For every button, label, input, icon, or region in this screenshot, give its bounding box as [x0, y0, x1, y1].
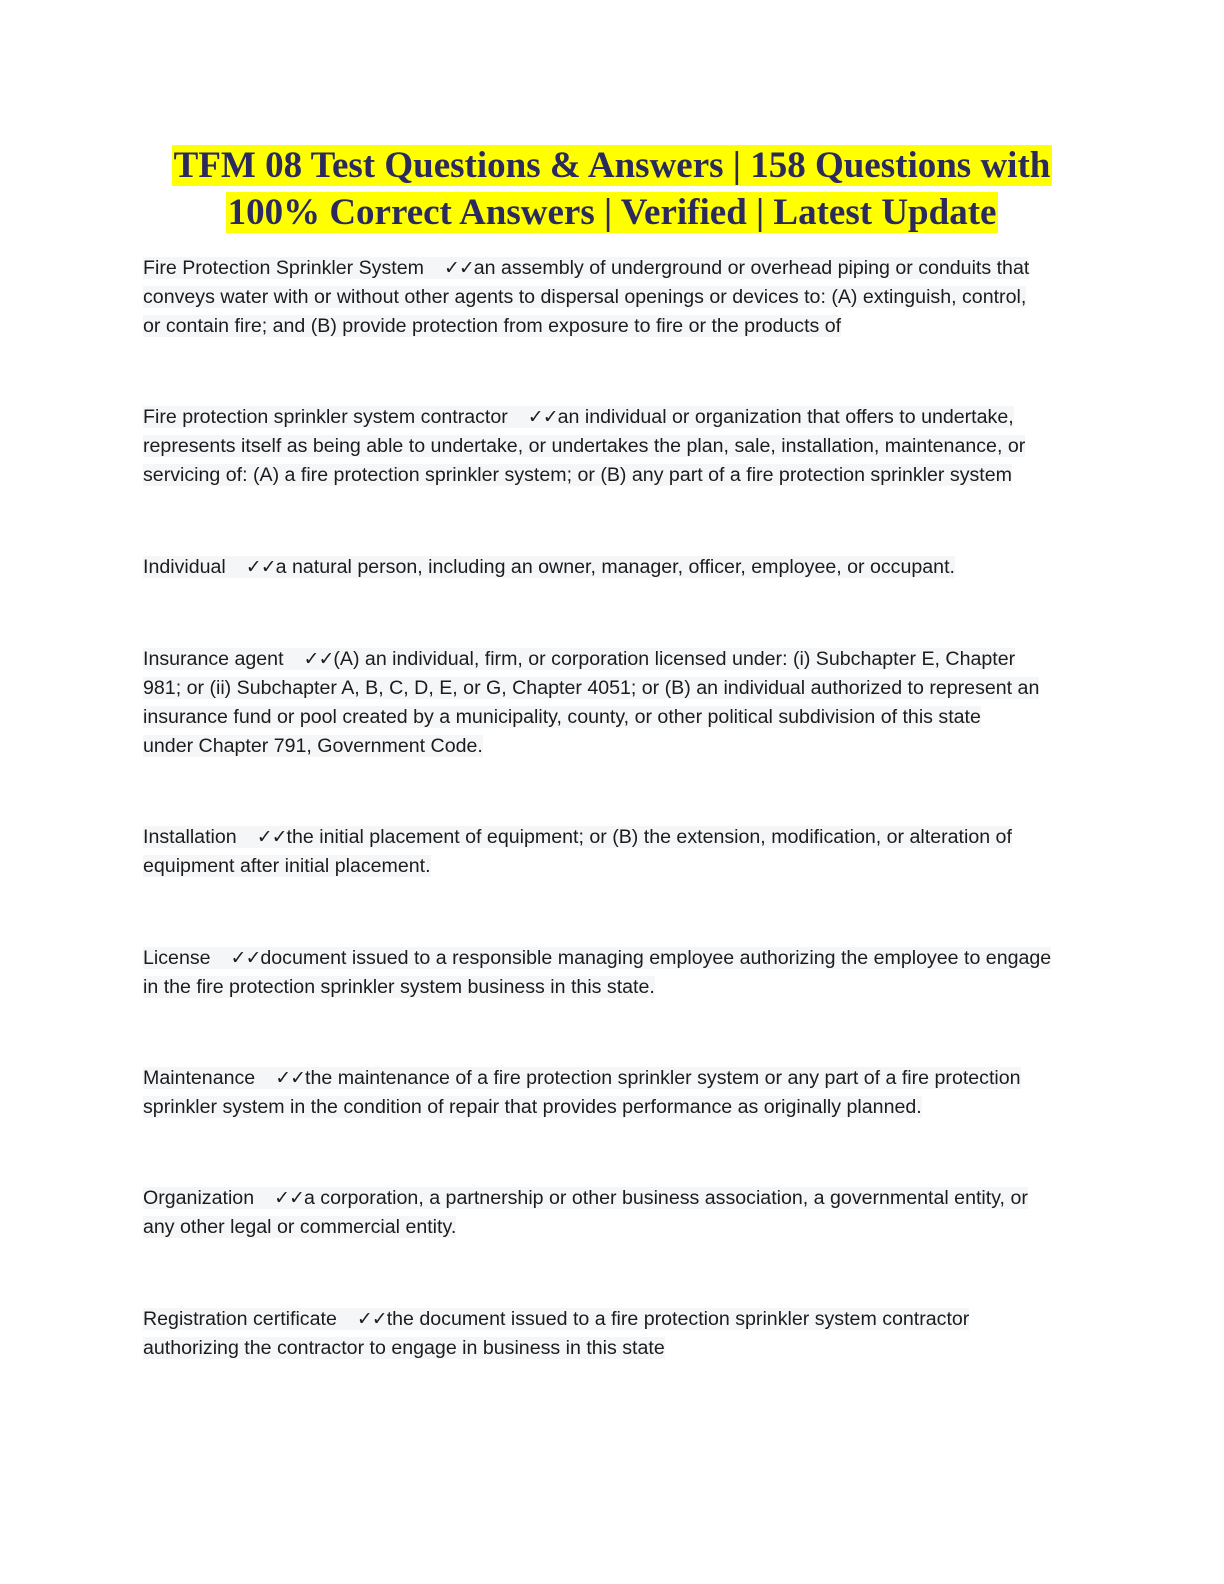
check-icon: ✓✓ — [356, 1308, 387, 1330]
qa-entry-insurance-agent — [143, 645, 1083, 761]
entry-answer-line: an individual or organization that offers to undertake, — [557, 406, 1014, 428]
entry-answer-line: 981; or (ii) Subchapter A, B, C, D, E, or G, Chapter 4051; or (B) an individual authorized to represent an — [143, 677, 1040, 699]
qa-entry-registration-certificate — [143, 1305, 1083, 1363]
entry-term: Individual — [143, 556, 226, 578]
qa-entry-maintenance — [143, 1064, 1083, 1122]
entry-answer-line: servicing of: (A) a fire protection sprinkler system; or (B) any part of a fire protection sprinkler system — [143, 464, 1012, 486]
entry-answer-line: authorizing the contractor to engage in business in this state — [143, 1337, 665, 1359]
check-icon: ✓✓ — [274, 1187, 304, 1209]
entry-term: License — [143, 947, 211, 969]
entry-term: Fire Protection Sprinkler System — [143, 257, 424, 279]
check-icon: ✓✓ — [303, 648, 334, 670]
entry-answer-line: or contain fire; and (B) provide protection from exposure to fire or the products of — [143, 315, 842, 337]
entry-answer-line: under Chapter 791, Government Code. — [143, 735, 483, 757]
check-icon: ✓✓ — [275, 1067, 306, 1089]
entry-term: Organization — [143, 1187, 255, 1209]
qa-entry-organization — [143, 1184, 1083, 1242]
entry-answer-line: an assembly of underground or overhead piping or conduits that — [473, 257, 1030, 279]
entry-answer-line: a corporation, a partnership or other business association, a governmental entity, or — [303, 1187, 1028, 1209]
title-line-2: 100% Correct Answers | Verified | Latest Update — [227, 192, 997, 233]
entry-answer-line: (A) an individual, firm, or corporation licensed under: (i) Subchapter E, Chapter — [333, 648, 1016, 670]
qa-entry-fire-protection-sprinkler-system — [143, 254, 1083, 341]
check-icon: ✓✓ — [230, 947, 261, 969]
check-icon: ✓✓ — [527, 406, 558, 428]
entry-term: Maintenance — [143, 1067, 256, 1089]
check-icon: ✓✓ — [245, 556, 276, 578]
entry-answer-line: any other legal or commercial entity. — [143, 1216, 457, 1238]
entry-answer-line: conveys water with or without other agents to dispersal openings or devices to: (A) extinguish, control, — [143, 286, 1027, 308]
entry-answer-line: in the fire protection sprinkler system business in this state. — [143, 976, 655, 998]
entry-answer-line: insurance fund or pool created by a municipality, county, or other political subdivision of this state — [143, 706, 981, 728]
qa-entry-license — [143, 944, 1083, 1002]
entry-answer-line: represents itself as being able to undertake, or undertakes the plan, sale, installation, maintenance, or — [143, 435, 1026, 457]
entry-answer-line: the document issued to a fire protection sprinkler system contractor — [386, 1308, 970, 1330]
entry-term: Insurance agent — [143, 648, 284, 670]
check-icon: ✓✓ — [443, 257, 474, 279]
document-title — [120, 142, 1104, 236]
entry-answer-line: a natural person, including an owner, manager, officer, employee, or occupant. — [275, 556, 955, 578]
entry-term: Installation — [143, 826, 237, 848]
qa-entry-sprinkler-system-contractor — [143, 403, 1083, 490]
entry-term: Fire protection sprinkler system contractor — [143, 406, 508, 428]
entry-answer-line: document issued to a responsible managing employee authorizing the employee to engage — [260, 947, 1052, 969]
entry-answer-line: the initial placement of equipment; or (B) the extension, modification, or alteration of — [286, 826, 1012, 848]
qa-entry-installation — [143, 823, 1083, 881]
qa-entry-individual — [143, 553, 1083, 582]
entry-term: Registration certificate — [143, 1308, 337, 1330]
entry-answer-line: sprinkler system in the condition of repair that provides performance as originally planned. — [143, 1096, 922, 1118]
entry-answer-line: equipment after initial placement. — [143, 855, 431, 877]
title-line-1: TFM 08 Test Questions & Answers | 158 Questions with — [173, 145, 1051, 186]
entry-answer-line: the maintenance of a fire protection sprinkler system or any part of a fire protection — [305, 1067, 1021, 1089]
check-icon: ✓✓ — [256, 826, 287, 848]
